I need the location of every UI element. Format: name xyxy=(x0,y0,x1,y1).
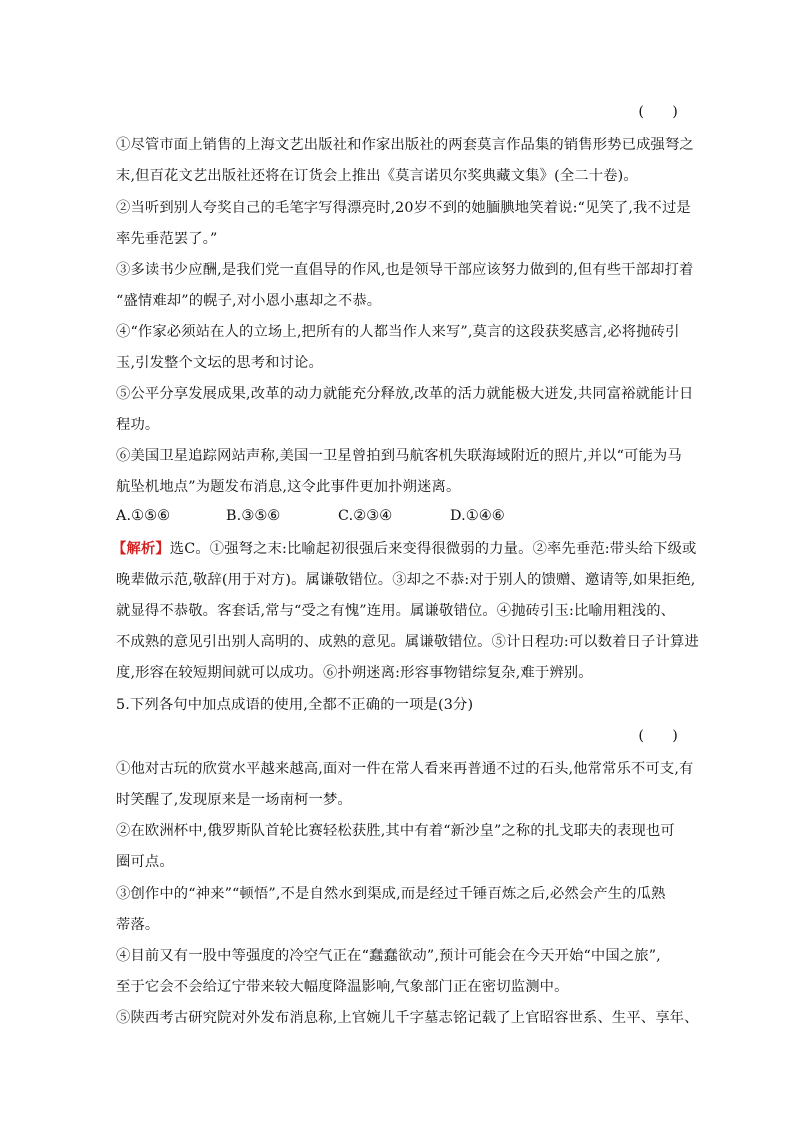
analysis-text: 选C。①强弩之末:比喻起初很强后来变得很微弱的力量。②率先垂范:带头给下级或 xyxy=(169,541,697,557)
q4-item-1-line-2: 末,但百花文艺出版社还将在订货会上推出《莫言诺贝尔奖典藏文集》(全二十卷)。 xyxy=(116,168,638,184)
q4-analysis-line-5: 度,形容在较短期间就可以成功。⑥扑朔迷离:形容事物错综复杂,难于辨别。 xyxy=(116,665,593,681)
q4-item-3-line-2: “盛情难却”的幌子,对小恩小惠却之不恭。 xyxy=(116,293,382,309)
q4-option-c: C.②③④ xyxy=(338,508,393,524)
q5-item-4-line-2: 至于它会不会给辽宁带来较大幅度降温影响,气象部门正在密切监测中。 xyxy=(116,979,569,995)
q4-options xyxy=(116,506,676,526)
analysis-tag: 【解析】 xyxy=(112,541,170,557)
q4-answer-bracket: ( ) xyxy=(638,104,678,120)
q4-item-4-line-1: ④“作家必须站在人的立场上,把所有的人都当作人来写”,莫言的这段获奖感言,必将抛砖引 xyxy=(116,324,680,340)
q4-analysis-line-4: 不成熟的意见引出别人高明的、成熟的意见。属谦敬错位。⑤计日程功:可以数着日子计算进 xyxy=(116,634,699,650)
q4-item-4-line-2: 玉,引发整个文坛的思考和讨论。 xyxy=(116,355,323,371)
q4-item-5-line-1: ⑤公平分享发展成果,改革的动力就能充分释放,改革的活力就能极大迸发,共同富裕就能计日 xyxy=(116,386,694,402)
q5-title: 5.下列各句中加点成语的使用,全都不正确的一项是(3分) xyxy=(116,697,474,713)
q4-item-3-line-1: ③多读书少应酬,是我们党一直倡导的作风,也是领导干部应该努力做到的,但有些干部却打着 xyxy=(116,262,694,278)
q5-item-5-line-1: ⑤陕西考古研究院对外发布消息称,上官婉儿千字墓志铭记载了上官昭容世系、生平、享年、 xyxy=(116,1010,699,1026)
q4-item-2-line-1: ②当听到别人夸奖自己的毛笔字写得漂亮时,20岁不到的她腼腆地笑着说:“见笑了,我不过是 xyxy=(116,200,691,216)
q5-item-2-line-1: ②在欧洲杯中,俄罗斯队首轮比赛轻松获胜,其中有着“新沙皇”之称的扎戈耶夫的表现也可 xyxy=(116,823,675,839)
q4-option-a: A.①⑤⑥ xyxy=(116,508,171,524)
q4-item-6-line-2: 航坠机地点”为题发布消息,这令此事件更加扑朔迷离。 xyxy=(116,479,461,495)
q5-item-1-line-1: ①他对古玩的欣赏水平越来越高,面对一件在常人看来再普通不过的石头,他常常乐不可支,有 xyxy=(116,761,694,777)
q5-item-3-line-2: 蒂落。 xyxy=(116,917,160,933)
q5-answer-bracket: ( ) xyxy=(638,728,678,744)
q4-analysis-line-3: 就显得不恭敬。客套话,常与“受之有愧”连用。属谦敬错位。④抛砖引玉:比喻用粗浅的、 xyxy=(116,603,676,619)
q5-item-3-line-1: ③创作中的“神来”“顿悟”,不是自然水到渠成,而是经过千锤百炼之后,必然会产生的瓜熟 xyxy=(116,886,666,902)
q5-item-1-line-2: 时笑醒了,发现原来是一场南柯一梦。 xyxy=(116,792,352,808)
q4-item-5-line-2: 程功。 xyxy=(116,417,160,433)
q4-option-b: B.③⑤⑥ xyxy=(226,508,281,524)
q5-item-4-line-1: ④目前又有一股中等强度的冷空气正在“蠢蠢欲动”,预计可能会在今天开始“中国之旅”, xyxy=(116,948,661,964)
q4-option-d: D.①④⑥ xyxy=(450,508,505,524)
q4-item-6-line-1: ⑥美国卫星追踪网站声称,美国一卫星曾拍到马航客机失联海域附近的照片,并以“可能为马 xyxy=(116,448,682,464)
q4-analysis-line-1 xyxy=(112,539,696,559)
q4-analysis-line-2: 晚辈做示范,敬辞(用于对方)。属谦敬错位。③却之不恭:对于别人的馈赠、邀请等,如果拒绝, xyxy=(116,572,696,588)
q4-item-1-line-1: ①尽管市面上销售的上海文艺出版社和作家出版社的两套莫言作品集的销售形势已成强弩之 xyxy=(116,137,694,153)
q5-item-2-line-2: 圈可点。 xyxy=(116,854,174,870)
q4-item-2-line-2: 率先垂范罢了。” xyxy=(116,231,218,247)
